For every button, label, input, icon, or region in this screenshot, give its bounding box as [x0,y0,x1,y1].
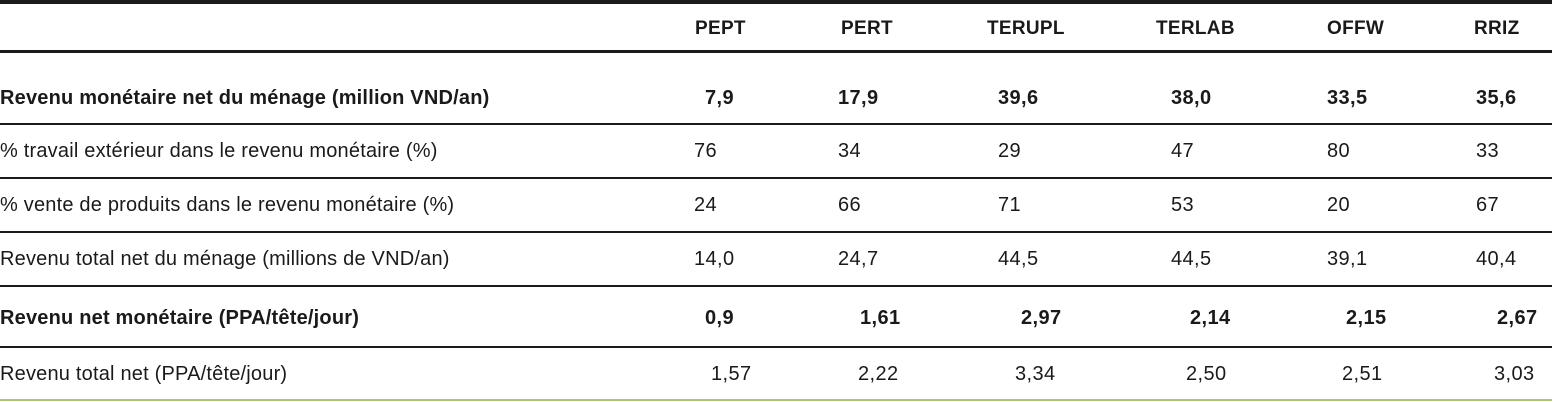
cell-offw: 2,15 [1346,307,1387,329]
table-row [0,72,1552,124]
column-header-pept: PEPT [695,18,746,39]
row-label: % travail extérieur dans le revenu monétaire (%) [0,140,438,162]
cell-pept: 0,9 [705,307,735,329]
cell-pert: 66 [838,194,862,216]
cell-terupl: 3,34 [1015,363,1056,385]
cell-terlab: 2,14 [1190,307,1231,329]
column-header-pert: PERT [841,18,893,39]
cell-pert: 24,7 [838,248,879,270]
column-header-terlab: TERLAB [1156,18,1235,39]
cell-offw: 80 [1327,140,1351,162]
cell-terlab: 53 [1171,194,1195,216]
cell-offw: 39,1 [1327,248,1368,270]
cell-pert: 34 [838,140,862,162]
row-divider [0,285,1552,287]
row-label: Revenu total net du ménage (millions de VND/an) [0,248,450,270]
row-label: % vente de produits dans le revenu monétaire (%) [0,194,455,216]
table-row [0,233,1552,285]
cell-pept: 24 [694,194,718,216]
cell-pept: 14,0 [694,248,735,270]
cell-pept: 76 [694,140,718,162]
table-row [0,348,1552,400]
row-label: Revenu total net (PPA/tête/jour) [0,363,288,385]
cell-offw: 33,5 [1327,87,1368,109]
cell-rriz: 35,6 [1476,87,1517,109]
cell-offw: 2,51 [1342,363,1383,385]
row-label: Revenu monétaire net du ménage (million VND/an) [0,87,490,109]
column-header-rriz: RRIZ [1474,18,1520,39]
cell-offw: 20 [1327,194,1351,216]
table-row [0,125,1552,177]
cell-terlab: 47 [1171,140,1195,162]
cell-pert: 17,9 [838,87,879,109]
cell-rriz: 40,4 [1476,248,1517,270]
cell-pept: 7,9 [705,87,735,109]
table-header-rule [0,50,1552,53]
cell-rriz: 3,03 [1494,363,1535,385]
cell-pert: 2,22 [858,363,899,385]
cell-terupl: 29 [998,140,1022,162]
table-row [0,292,1552,344]
cell-terlab: 2,50 [1186,363,1227,385]
row-label: Revenu net monétaire (PPA/tête/jour) [0,307,360,329]
cell-terupl: 39,6 [998,87,1039,109]
cell-terupl: 2,97 [1021,307,1062,329]
cell-terlab: 38,0 [1171,87,1212,109]
cell-rriz: 2,67 [1497,307,1538,329]
table-bottom-rule [0,399,1552,401]
column-header-terupl: TERUPL [987,18,1065,39]
cell-pept: 1,57 [711,363,752,385]
table-row [0,179,1552,231]
cell-rriz: 33 [1476,140,1500,162]
table-header-row [0,4,1552,50]
cell-rriz: 67 [1476,194,1500,216]
column-header-offw: OFFW [1327,18,1385,39]
cell-terupl: 44,5 [998,248,1039,270]
cell-terupl: 71 [998,194,1022,216]
cell-pert: 1,61 [860,307,901,329]
cell-terlab: 44,5 [1171,248,1212,270]
